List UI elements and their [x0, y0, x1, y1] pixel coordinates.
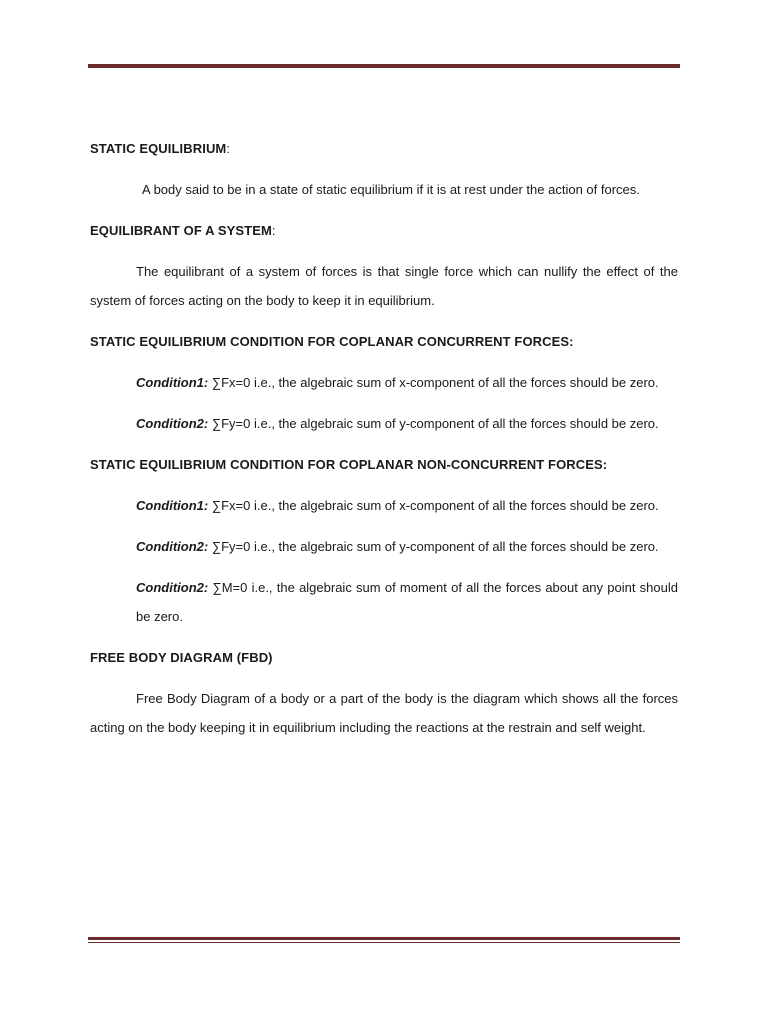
paragraph-equilibrant: The equilibrant of a system of forces is that single force which can nullify the effect of the system of forces acting on the body to keep it in equilibrium.	[90, 264, 678, 308]
footer-rule-thick	[88, 937, 680, 940]
heading-non-concurrent: STATIC EQUILIBRIUM CONDITION FOR COPLANAR NON-CONCURRENT FORCES:	[90, 457, 608, 472]
footer-rule-thin	[88, 942, 680, 943]
heading-concurrent: STATIC EQUILIBRIUM CONDITION FOR COPLANAR CONCURRENT FORCES:	[90, 334, 574, 349]
paragraph-fbd: Free Body Diagram of a body or a part of the body is the diagram which shows all the forces acting on the body keeping it in equilibrium including the reactions at the restrain and self weight.	[90, 691, 678, 735]
condition-item: Condition2: ∑Fy=0 i.e., the algebraic sum of y-component of all the forces should be zero.	[136, 539, 659, 554]
condition-item: Condition2: ∑M=0 i.e., the algebraic sum of moment of all the forces about any point should be zero.	[136, 580, 678, 624]
header-rule	[88, 64, 680, 68]
heading-fbd: FREE BODY DIAGRAM (FBD)	[90, 650, 273, 665]
paragraph-static-equilibrium: A body said to be in a state of static equilibrium if it is at rest under the action of forces.	[142, 182, 640, 197]
document-body	[90, 134, 678, 754]
condition-item: Condition1: ∑Fx=0 i.e., the algebraic sum of x-component of all the forces should be zero.	[136, 375, 659, 390]
heading-equilibrant: EQUILIBRANT OF A SYSTEM:	[90, 223, 276, 238]
condition-item: Condition2: ∑Fy=0 i.e., the algebraic sum of y-component of all the forces should be zero.	[136, 416, 659, 431]
heading-static-equilibrium: STATIC EQUILIBRIUM:	[90, 141, 231, 156]
condition-item: Condition1: ∑Fx=0 i.e., the algebraic sum of x-component of all the forces should be zero.	[136, 498, 659, 513]
